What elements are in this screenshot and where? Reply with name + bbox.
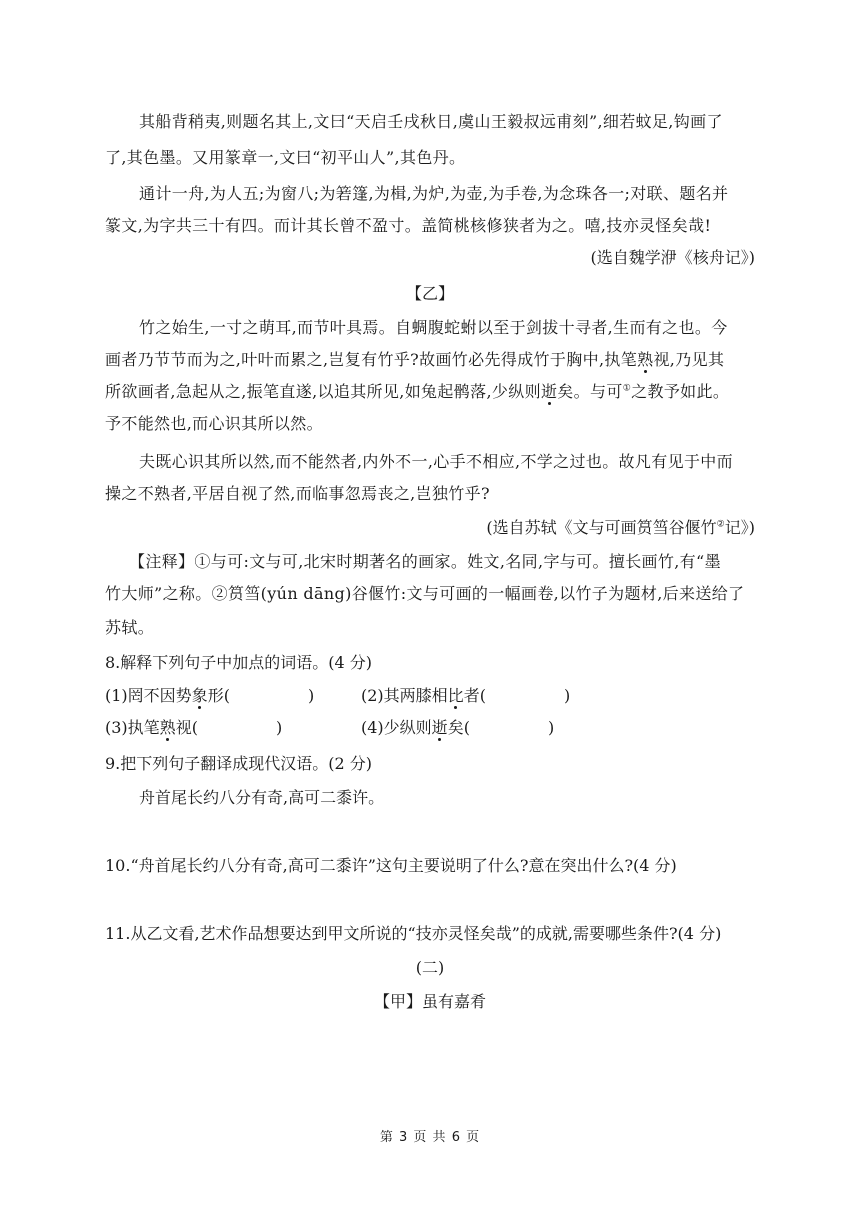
footnote-marker: ① [622,383,632,394]
page-number: 第 3 页 共 6 页 [379,1130,481,1145]
yi-line-5 [105,450,755,474]
question-10-title [105,854,755,878]
notes-line-3 [105,616,755,640]
jia-line-1 [105,110,755,134]
yi-text: 所欲画者,急起从之,振笔直遂,以追其所见,如兔起鹘落,少纵则 [105,382,541,401]
notes-line-1 [105,550,755,574]
item-text: ) [563,686,571,705]
question-text: 10.“舟首尾长约八分有奇,高可二黍许”这句主要说明了什么?意在突出什么?(4 分) [105,856,677,875]
q8-item-3 [105,716,282,740]
notes-text: 【注释】①与可:文与可,北宋时期著名的画家。姓文,名同,字与可。擅长画竹,有“墨 [129,552,721,571]
section-subheading-text: 【甲】虽有嘉肴 [373,992,486,1011]
footnote-marker: ② [716,519,725,530]
jia-text: 通计一舟,为人五;为窗八;为箬篷,为楫,为炉,为壶,为手卷,为念珠各一;对联、题名并 [139,184,729,203]
q8-item-4 [361,716,554,740]
question-11-title [105,922,755,946]
dotted-word: 比 [447,686,464,705]
item-text: (3)执笔 [105,718,160,737]
item-text: 视( [175,718,198,737]
yi-heading-text: 【乙】 [405,284,454,303]
yi-text: 矣。与可 [557,382,623,401]
jia-source [105,246,755,270]
question-8-title [105,651,755,675]
question-text: 9.把下列句子翻译成现代汉语。(2 分) [105,754,373,773]
q8-item-1 [105,684,314,708]
yi-line-1 [105,316,755,340]
yi-text: 操之不熟者,平居自视了然,而临事忽焉丧之,岂独竹乎? [105,484,490,503]
page-footer [0,1126,860,1145]
yi-text: 之教予如此。 [631,382,730,401]
jia-line-4 [105,214,755,238]
jia-text: 篆文,为字共三十有四。而计其长曾不盈寸。盖简桃核修狭者为之。嘻,技亦灵怪矣哉! [105,216,712,235]
jia-line-2 [105,146,755,170]
jia-source-text: (选自魏学洢《核舟记》) [590,248,755,267]
section-heading-text: (二) [415,958,445,977]
jia-text: 其船背稍夷,则题名其上,文曰“天启壬戌秋日,虞山王毅叔远甫刻”,细若蚊足,钩画了 [139,112,723,131]
section-2-subheading [0,990,860,1014]
yi-heading [0,282,860,306]
dotted-word: 逝 [431,718,448,737]
yi-line-6 [105,482,755,506]
item-text: 形( [207,686,230,705]
dotted-word: 象 [191,686,208,705]
item-text: (2)其两膝相 [361,686,448,705]
item-text: ) [547,718,555,737]
yi-line-3 [105,380,755,404]
item-text: 矣( [447,718,470,737]
item-text: 者( [463,686,486,705]
question-text: 8.解释下列句子中加点的词语。(4 分) [105,653,373,672]
yi-text: 画者乃节节而为之,叶叶而累之,岂复有竹乎?故画竹必先得成竹于胸中,执笔 [105,350,638,369]
question-9-sentence [105,786,755,810]
item-text: ) [307,686,315,705]
dotted-word: 熟 [637,350,654,369]
item-text: ) [275,718,283,737]
yi-text: 予不能然也,而心识其所以然。 [105,414,323,433]
question-text: 11.从乙文看,艺术作品想要达到甲文所说的“技亦灵怪矣哉”的成就,需要哪些条件?(4 分) [105,924,722,943]
dotted-word: 逝 [540,382,558,401]
item-text: (4)少纵则 [361,718,432,737]
jia-text: 了,其色墨。又用篆章一,文曰“初平山人”,其色丹。 [105,148,466,167]
yi-source [105,516,755,540]
yi-text: 竹之始生,一寸之萌耳,而节叶具焉。自蜩腹蛇蚹以至于剑拔十寻者,生而有之也。今 [139,318,728,337]
section-2-heading [0,956,860,980]
item-text: (1)罔不因势 [105,686,192,705]
question-9-title [105,752,755,776]
translate-sentence: 舟首尾长约八分有奇,高可二黍许。 [139,788,385,807]
dotted-word: 熟 [159,718,176,737]
jia-line-3 [105,182,755,206]
yi-line-4 [105,412,755,436]
yi-text: 视,乃见其 [653,350,725,369]
yi-text: 夫既心识其所以然,而不能然者,内外不一,心手不相应,不学之过也。故凡有见于中而 [139,452,733,471]
q8-item-2 [361,684,570,708]
notes-text: 苏轼。 [105,618,155,637]
notes-line-2 [105,582,755,606]
yi-source-text: 记》) [724,518,755,537]
yi-line-2 [105,348,755,372]
notes-text: 竹大师”之称。②筼筜(yún dāng)谷偃竹:文与可画的一幅画卷,以竹子为题材,后来送给了 [105,584,745,603]
yi-source-text: (选自苏轼《文与可画筼筜谷偃竹 [486,518,717,537]
